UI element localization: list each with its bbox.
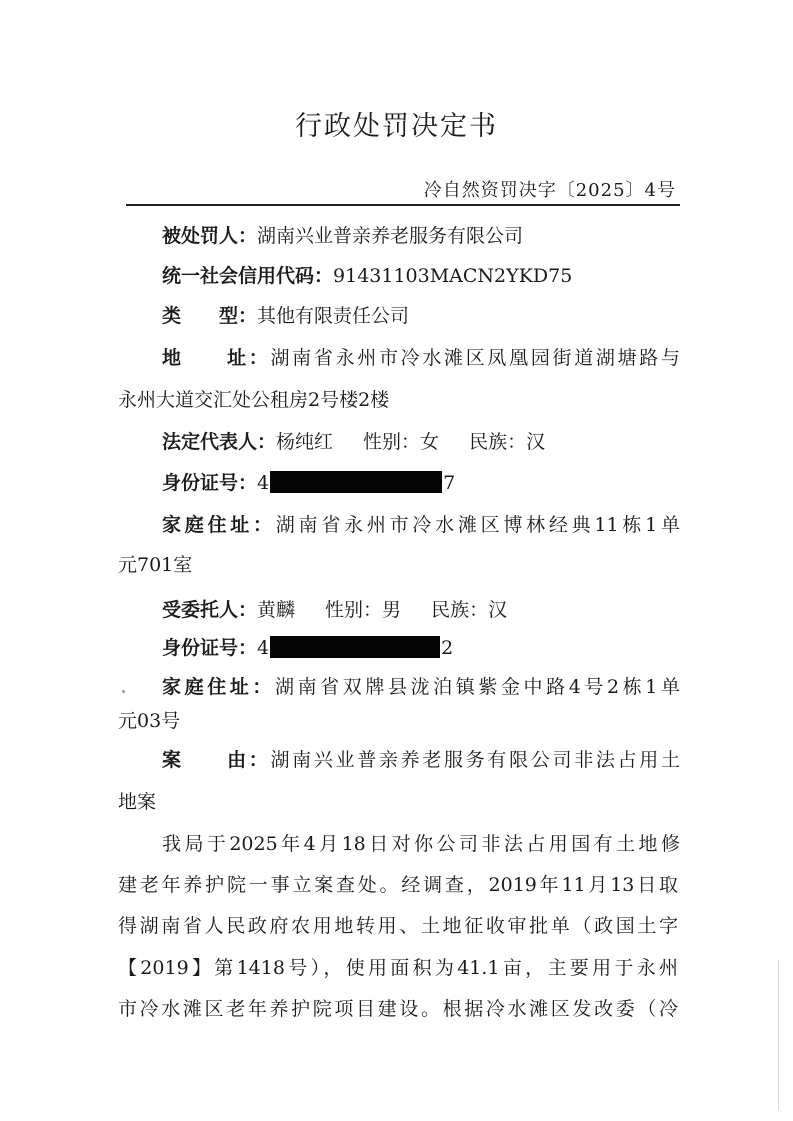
body-line-5: 市冷水滩区老年养护院项目建设。根据冷水滩区发改委（冷 xyxy=(118,998,678,1020)
party-name: 湖南兴业普亲养老服务有限公司 xyxy=(257,225,524,247)
legal-rep-gender: 女 xyxy=(420,431,440,453)
party-name-label: 被处罚人： xyxy=(162,225,258,247)
legal-rep-home-row xyxy=(162,512,680,538)
document-number: 冷自然资罚决字〔2025〕4号 xyxy=(423,180,676,201)
agent-id-prefix: 4 xyxy=(257,637,270,659)
agent-home-row xyxy=(162,674,680,700)
agent-row xyxy=(162,597,722,623)
agent-home-label: 家庭住址： xyxy=(162,676,275,698)
company-type-row xyxy=(162,303,722,329)
legal-rep-home-line-1: 湖南省永州市冷水滩区博林经典11栋1单 xyxy=(275,514,680,536)
scan-edge xyxy=(778,960,779,1110)
redaction-bar xyxy=(270,636,440,658)
legal-rep-row xyxy=(162,429,722,455)
legal-rep-ethnicity-label: 民族： xyxy=(469,431,527,453)
legal-rep-id-prefix: 4 xyxy=(257,472,270,494)
legal-rep-id-suffix: 7 xyxy=(443,472,456,494)
case-row xyxy=(162,747,680,773)
header-rule xyxy=(126,204,680,206)
address-line-1: 湖南省永州市冷水滩区凤凰园街道湖塘路与 xyxy=(270,347,680,369)
scan-dot xyxy=(122,690,125,693)
agent-gender: 男 xyxy=(382,599,402,621)
agent-home-continuation: 元03号 xyxy=(118,710,181,732)
body-line-1: 我局于2025年4月18日对你公司非法占用国有土地修 xyxy=(162,833,680,855)
legal-rep-home-label: 家庭住址： xyxy=(162,514,276,536)
agent-name: 黄麟 xyxy=(257,599,296,621)
legal-rep-label: 法定代表人： xyxy=(162,431,277,453)
agent-id-row xyxy=(162,635,722,661)
body-line-3: 得湖南省人民政府农用地转用、土地征收审批单（政国土字 xyxy=(118,915,678,937)
legal-rep-gender-label: 性别： xyxy=(363,431,421,453)
company-type: 其他有限责任公司 xyxy=(257,305,410,327)
company-type-label: 类 型： xyxy=(162,305,258,327)
address-label: 地 址： xyxy=(162,347,271,369)
credit-code: 91431103MACN2YKD75 xyxy=(333,265,573,287)
agent-label: 受委托人： xyxy=(162,599,258,621)
body-line-4: 【2019】第1418号），使用面积为41.1亩，主要用于永州 xyxy=(118,957,678,979)
body-line-2: 建老年养护院一事立案查处。经调查，2019年11月13日取 xyxy=(118,874,678,896)
case-line-1: 湖南兴业普亲养老服务有限公司非法占用土 xyxy=(270,749,680,771)
legal-rep-name: 杨纯红 xyxy=(276,431,334,453)
address-continuation: 永州大道交汇处公租房2号楼2楼 xyxy=(118,389,390,411)
case-continuation: 地案 xyxy=(118,791,157,813)
agent-ethnicity: 汉 xyxy=(488,599,508,621)
case-label: 案 由： xyxy=(162,749,271,771)
legal-rep-id-row xyxy=(162,470,722,496)
legal-rep-ethnicity: 汉 xyxy=(526,431,546,453)
agent-gender-label: 性别： xyxy=(325,599,383,621)
page-title: 行政处罚决定书 xyxy=(295,111,498,142)
agent-home-line-1: 湖南省双牌县泷泊镇紫金中路4号2栋1单 xyxy=(274,676,680,698)
credit-code-row xyxy=(162,263,722,289)
party-name-row xyxy=(162,223,722,249)
address-row xyxy=(162,345,680,371)
agent-id-suffix: 2 xyxy=(441,637,454,659)
redaction-bar xyxy=(270,471,442,493)
agent-id-label: 身份证号： xyxy=(162,637,258,659)
agent-ethnicity-label: 民族： xyxy=(431,599,489,621)
credit-code-label: 统一社会信用代码： xyxy=(162,265,334,287)
legal-rep-home-continuation: 元701室 xyxy=(118,554,193,576)
legal-rep-id-label: 身份证号： xyxy=(162,472,258,494)
